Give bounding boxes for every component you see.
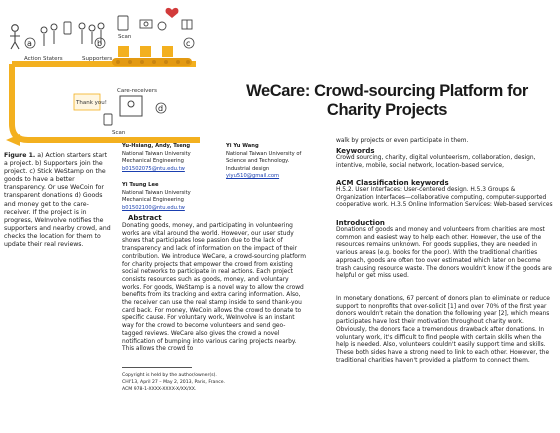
label-action-starters: Action Staters: [24, 56, 63, 62]
label-scan-top: Scan: [118, 34, 132, 40]
introduction-paragraph-1: Donations of goods and money and volunteers from charities are most common and easiest way to help each other. However, the use of the resources remains unknown. For goods supplies, they are needed in various areas (e.g. books for the poor). With the traditional charities approach, goods are often too over estimated which later on become trash causing resource waste. The donors wouldn't know if the goods are helpful or get miss used.: [336, 227, 552, 280]
author-email-link[interactable]: yiyu510@gmail.com: [226, 173, 280, 180]
wecare-flow-diagram: [0, 0, 215, 152]
care-receiver-icon: [120, 96, 142, 116]
heart-icon: [166, 8, 179, 18]
letter-d: d: [158, 104, 164, 113]
author-department: Mechanical Engineering: [122, 197, 184, 204]
author-affiliation: National Taiwan University of: [226, 150, 302, 157]
figure-caption-label: Figure 1.: [4, 152, 36, 159]
author-affiliation: National Taiwan University: [122, 189, 191, 196]
keywords-text: Crowd sourcing, charity, digital volunteerism, collaboration, design, intentive, mobile, social network, location-based service,: [336, 155, 536, 169]
introduction-heading: Introduction: [336, 219, 385, 227]
letter-a: a: [27, 39, 32, 48]
people-icon: [41, 24, 57, 46]
author-email-link[interactable]: b01502100@ntu.edu.tw: [122, 204, 185, 211]
gift-icon: [182, 20, 192, 29]
acm-heading: ACM Classification keywords: [336, 179, 449, 187]
copyright-line: Copyright is held by the author/owner(s).: [122, 373, 217, 378]
conference-line: CHI'13, April 27 – May 2, 2013, Paris, France.: [122, 380, 226, 386]
author-department: Mechanical Engineering: [122, 158, 184, 165]
acm-text: H.5.2. User Interfaces: User-centered design. H.5.3 Groups & Organization Interfaces—collaborative computing, computer-supported cooperative work. H.3.5 Online Information Services: Web-based services: [336, 187, 553, 209]
figure-1-illustration: [0, 0, 215, 152]
author-name: Yu-Hsiang, Andy, Tseng: [122, 143, 191, 149]
phone-icon: [64, 22, 71, 34]
label-scan-bottom: Scan: [112, 130, 126, 136]
introduction-paragraph-2: In monetary donations, 67 percent of donors plan to eliminate or reduce support to nonprofits that over-solicit [1] and over 70% of the first year donors wouldn't retain the donation the following year [2], which means participates have lost their motivation throughout charity work. Obviously, the donors face a tremendous drawback after donations. In voluntary work, it's difficult to find people with certain skills when the help is needed. Also, volunteers couldn't easily support time and skills. These both sides have a strong need to link to each other. However, the traditional charities haven't provided a platform to connect them.: [336, 296, 550, 364]
paper-title-line-1: WeCare: Crowd-sourcing Platform for: [246, 82, 528, 100]
box-icon: [118, 46, 129, 57]
figure-caption: [4, 152, 112, 249]
paper-title: [217, 82, 557, 120]
author-name: Yi Tsung Lee: [122, 182, 159, 188]
author-block: [122, 182, 222, 212]
figure-caption-text: a) Action starters start a project. b) Supporters join the project. c) Stick WeStamp on the goods to have a better transparency. Or use WeCoin for transparent donations d) Goods and money get to the care-receiver. If the project is in progress, WeInvolve notifies the supporters and nearby crowd, and checks the location for them to update their real reviews.: [4, 152, 111, 249]
box-icon: [162, 46, 173, 57]
label-supporters: Supporters: [82, 56, 113, 62]
copyright-notice: [122, 372, 302, 394]
author-email-link[interactable]: b01502075@ntu.edu.tw: [122, 165, 185, 172]
author-affiliation: National Taiwan University: [122, 150, 191, 157]
money-icon: [140, 20, 152, 28]
box-icon: [140, 46, 151, 57]
paper-title-line-2: Charity Projects: [326, 101, 448, 119]
letter-b: b: [97, 39, 103, 48]
scanner-icon: [118, 16, 128, 30]
abstract-continuation: walk by projects or even participate in them.: [336, 138, 469, 144]
author-block: [226, 143, 326, 181]
author-affiliation-2: Science and Technology.: [226, 158, 290, 165]
label-care-receivers: Care-receivers: [117, 88, 157, 94]
author-block: [122, 143, 222, 173]
letter-c: c: [186, 39, 191, 48]
keywords-heading: Keywords: [336, 147, 375, 155]
label-thank-you: Thank you!: [76, 100, 107, 106]
coin-icon: [158, 22, 166, 30]
acm-isbn-line: ACM 978-1-XXXX-XXXX-X/XX/XX.: [122, 387, 197, 393]
author-name: Yi Yu Wang: [226, 143, 259, 149]
scanner-icon: [104, 114, 112, 125]
author-department: Industrial design: [226, 165, 270, 172]
abstract-text: Donating goods, money, and participating in volunteering works are vital around the world. However, our user study shows that participates lose passion due to the lack of transparency and lack of information on the impact of their contribution. We introduce WeCare, a crowd-sourcing platform for charity projects that empower the crowd from existing social networks to participate in real actions. Each project consists resources such as goods, money, and voluntary works. For goods, WeStamp is a novel way to allow the crowd benefits from its tracking and extra caring information. Also, the receiver can use the real stamp inside to send thank-you card back. For money, WeCoin allows the crowd to donate to specific cause. For voluntary work, WeInvolve is an instant way for the crowd to become volunteers and send geo-tagged reviews. WeCare also gives the crowd a novel notification of bumping into various caring projects nearby. This allows the crowd to: [122, 223, 306, 353]
copyright-divider: [122, 367, 192, 368]
abstract-heading: Abstract: [128, 214, 162, 222]
person-icon: [10, 25, 20, 49]
